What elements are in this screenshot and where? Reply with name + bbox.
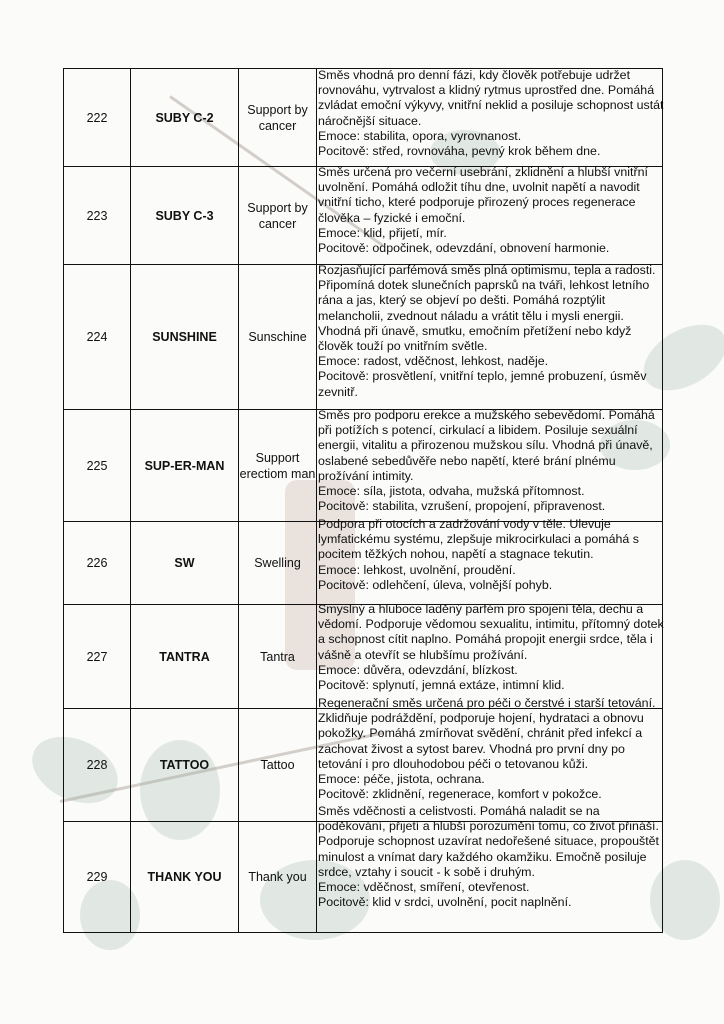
product-number: 223 bbox=[64, 167, 131, 264]
description-line: Emoce: síla, jistota, odvaha, mužská přítomnost. bbox=[318, 484, 585, 499]
product-description bbox=[318, 804, 663, 910]
description-line: Zklidňuje podráždění, podporuje hojení, hydrataci a obnovu bbox=[318, 711, 644, 726]
description-line: energii, vitalitu a přirozenou mužskou sílu. Vhodná při únavě, bbox=[318, 438, 653, 453]
description-line: Směs určená pro večerní usebrání, zklidnění a hlubší vnitřní bbox=[318, 165, 648, 179]
description-line: člověka – fyzické i emoční. bbox=[318, 210, 466, 225]
product-number: 224 bbox=[64, 265, 131, 409]
product-name: TANTRA bbox=[131, 605, 239, 708]
description-line: zvládat emoční výkyvy, vnitřní neklid a posiluje schopnost ustát bbox=[318, 98, 664, 113]
product-description bbox=[318, 408, 663, 514]
description-line: vědomí. Podporuje vědomou sexualitu, intimitu, přítomný dotek bbox=[318, 617, 664, 632]
description-line: Pocitově: prosvětlení, vnitřní teplo, jemné probuzení, úsměv bbox=[318, 369, 647, 384]
description-line: srdce, vztahy i soucit - k sobě i druhým. bbox=[318, 864, 535, 879]
product-number: 222 bbox=[64, 69, 131, 166]
product-name: SUNSHINE bbox=[131, 265, 239, 409]
product-number: 225 bbox=[64, 410, 131, 521]
description-line: Emoce: stabilita, opora, vyrovnanost. bbox=[318, 128, 522, 143]
description-line: vnitřní ticho, které podporuje přirozený proces regenerace bbox=[318, 195, 636, 210]
product-description bbox=[318, 263, 663, 400]
description-line: Pocitově: odlehčení, úleva, volnější pohyb. bbox=[318, 577, 553, 592]
description-line: Emoce: vděčnost, smíření, otevřenost. bbox=[318, 880, 530, 895]
product-description bbox=[318, 165, 663, 256]
description-line: pocitem těžkých nohou, napětí a stagnace tekutin. bbox=[318, 547, 594, 562]
description-line: Směs pro podporu erekce a mužského sebevědomí. Pomáhá bbox=[318, 408, 655, 422]
description-line: Podpora při otocích a zadržování vody v těle. Ulevuje bbox=[318, 517, 611, 531]
product-description bbox=[318, 517, 663, 593]
description-line: Směs vhodná pro denní fázi, kdy člověk potřebuje udržet bbox=[318, 68, 631, 82]
description-line: Vhodná při únavě, smutku, emočním přetížení nebo když bbox=[318, 323, 632, 338]
product-description bbox=[318, 696, 663, 802]
description-line: Emoce: péče, jistota, ochrana. bbox=[318, 772, 485, 787]
description-line: rána a jas, který se objeví po dešti. Pomáhá rozptýlit bbox=[318, 293, 606, 308]
product-use: Tattoo bbox=[239, 709, 317, 821]
description-line: Připomíná dotek slunečních paprsků na tváři, lehkost letního bbox=[318, 278, 650, 293]
description-line: vášně a otevřít se hlubšímu prožívání. bbox=[318, 647, 528, 662]
description-line: při potížích s potencí, cirkulací a libidem. Posiluje sexuální bbox=[318, 423, 638, 438]
description-line: Emoce: klid, přijetí, mír. bbox=[318, 225, 447, 240]
description-line: Pocitově: klid v srdci, uvolnění, pocit naplnění. bbox=[318, 895, 572, 910]
description-line: Regenerační směs určená pro péči o čerstvé i starší tetování. bbox=[318, 696, 656, 710]
product-name: THANK YOU bbox=[131, 822, 239, 932]
product-number: 226 bbox=[64, 522, 131, 604]
product-name: SUBY C-2 bbox=[131, 69, 239, 166]
description-line: Emoce: lehkost, uvolnění, proudění. bbox=[318, 562, 516, 577]
description-line: Pocitově: střed, rovnováha, pevný krok během dne. bbox=[318, 144, 601, 159]
product-name: SUP-ER-MAN bbox=[131, 410, 239, 521]
product-use: Thank you bbox=[239, 822, 317, 932]
description-line: náročnější situace. bbox=[318, 113, 422, 128]
product-use: Support erectiom man bbox=[239, 410, 317, 521]
description-line: Emoce: důvěra, odevzdání, blízkost. bbox=[318, 662, 518, 677]
description-line: melancholii, zvednout náladu a vrátit tělu i mysli energii. bbox=[318, 308, 624, 323]
description-line: rovnováhu, vytrvalost a klidný rytmus uprostřed dne. Pomáhá bbox=[318, 83, 655, 98]
description-line: oslabené sebedůvěře nebo napětí, které brání plnému prožívání intimity. bbox=[318, 453, 616, 483]
description-line: Smyslný a hluboce laděný parfém pro spojení těla, dechu a bbox=[318, 602, 644, 616]
description-line: Rozjasňující parfémová směs plná optimismu, tepla a radosti. bbox=[318, 263, 656, 277]
product-name: SUBY C-3 bbox=[131, 167, 239, 264]
description-line: pokožky. Pomáhá zmírňovat svědění, chránit před infekcí a bbox=[318, 726, 643, 741]
product-name: TATTOO bbox=[131, 709, 239, 821]
description-line: minulost a vnímat dary každého okamžiku. Emočně posiluje bbox=[318, 849, 647, 864]
description-line: člověk touží po vnitřním světle. bbox=[318, 339, 488, 354]
product-use: Swelling bbox=[239, 522, 317, 604]
product-number: 229 bbox=[64, 822, 131, 932]
product-number: 228 bbox=[64, 709, 131, 821]
description-line: zachovat živost a sytost barev. Vhodná pro první dny po bbox=[318, 741, 625, 756]
description-line: Podporuje schopnost uzavírat nedořešené situace, propouštět bbox=[318, 834, 659, 849]
description-line: Pocitově: stabilita, vzrušení, propojení, připravenost. bbox=[318, 499, 606, 514]
product-description bbox=[318, 602, 663, 693]
description-line: Emoce: radost, vděčnost, lehkost, naděje. bbox=[318, 354, 549, 369]
product-use: Sunschine bbox=[239, 265, 317, 409]
product-use: Support by cancer bbox=[239, 167, 317, 264]
product-number: 227 bbox=[64, 605, 131, 708]
product-use: Support by cancer bbox=[239, 69, 317, 166]
description-line: Pocitově: splynutí, jemná extáze, intimní klid. bbox=[318, 678, 565, 693]
description-line: uvolnění. Pomáhá odložit tíhu dne, uvolnit napětí a navodit bbox=[318, 180, 640, 195]
description-line: Pocitově: zklidnění, regenerace, komfort v pokožce. bbox=[318, 787, 602, 802]
description-line: poděkování, přijetí a hlubší porozumění tomu, co život přináší. bbox=[318, 819, 659, 834]
description-line: zevnitř. bbox=[318, 384, 358, 399]
description-line: Pocitově: odpočinek, odevzdání, obnovení harmonie. bbox=[318, 241, 610, 256]
product-description bbox=[318, 68, 663, 159]
description-line: tetování i pro dlouhodobou péči o tetovanou kůži. bbox=[318, 756, 589, 771]
product-use: Tantra bbox=[239, 605, 317, 708]
description-line: Směs vděčnosti a celistvosti. Pomáhá naladit se na bbox=[318, 804, 600, 818]
description-line: lymfatickému systému, zlepšuje mikrocirkulaci a pomáhá s bbox=[318, 532, 639, 547]
product-name: SW bbox=[131, 522, 239, 604]
description-line: a schopnost cítit naplno. Pomáhá propojit energii srdce, těla i bbox=[318, 632, 653, 647]
